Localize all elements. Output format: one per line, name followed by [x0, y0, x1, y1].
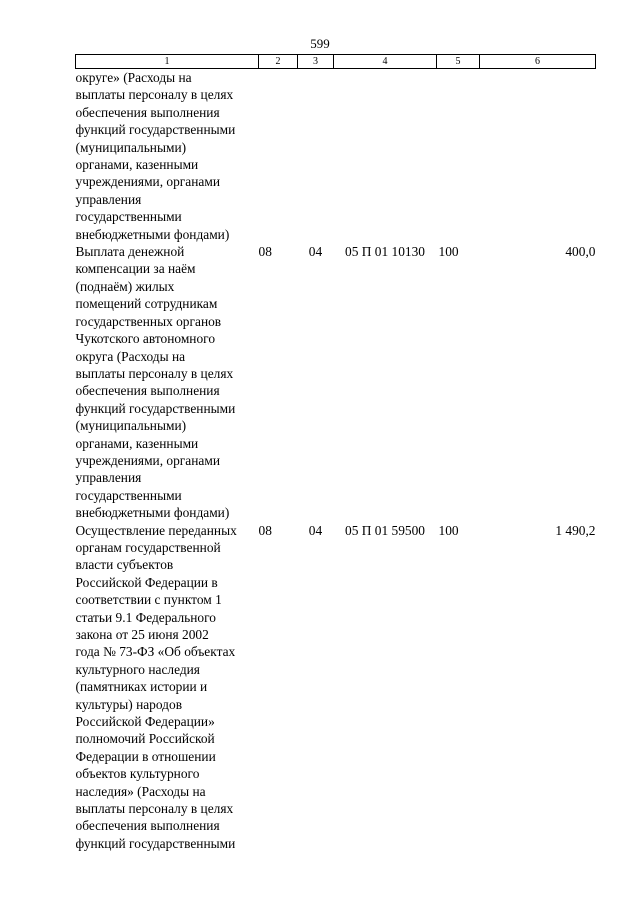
description-line: органами, казенными	[75, 435, 199, 451]
column-header-4: 4	[334, 55, 437, 69]
target-article-cell: 05 П 01 10130	[345, 244, 425, 260]
header-row	[76, 55, 596, 69]
section-code-cell: 08	[258, 522, 272, 538]
description-line: культурного наследия	[75, 661, 200, 677]
description-line: управления	[75, 470, 142, 486]
description-line: выплаты персоналу в целях	[75, 87, 234, 103]
description-line: органам государственной	[75, 539, 221, 555]
description-line: государственными	[75, 209, 182, 225]
subsection-code-cell: 04	[308, 244, 323, 260]
table-body	[76, 69, 596, 853]
description-line: наследия» (Расходы на	[75, 783, 206, 799]
subsection-code-cell: 04	[308, 522, 323, 538]
description-line: учреждениями, органами	[75, 452, 220, 468]
column-header-6: 6	[480, 55, 596, 69]
description-line: функций государственными	[75, 835, 236, 851]
description-line: учреждениями, органами	[75, 174, 220, 190]
description-line: органами, казенными	[75, 157, 199, 173]
description-line: Российской Федерации»	[75, 714, 215, 730]
description-line: округе» (Расходы на	[75, 70, 192, 85]
description-line: статьи 9.1 Федерального	[75, 609, 216, 625]
description-line: государственными	[75, 487, 182, 503]
description-line: обеспечения выполнения	[75, 383, 220, 399]
description-line: помещений сотрудникам	[75, 296, 218, 312]
column-header-3: 3	[298, 55, 334, 69]
budget-table	[75, 54, 596, 852]
expense-description-cell	[76, 243, 259, 522]
column-header-1: 1	[76, 55, 259, 69]
expense-type-cell	[437, 69, 480, 244]
expense-description-cell	[76, 522, 259, 853]
description-line: функций государственными	[75, 400, 236, 416]
amount-cell: 1 490,2	[555, 522, 596, 538]
description-line: объектов культурного	[75, 766, 200, 782]
description-line: компенсации за наём	[75, 261, 196, 277]
amount-cell: 400,0	[565, 244, 596, 260]
description-line: внебюджетными фондами)	[75, 226, 230, 242]
description-line: (памятниках истории и	[75, 679, 208, 695]
table-row	[76, 243, 596, 522]
description-line: закона от 25 июня 2002	[75, 627, 209, 642]
description-line: (поднаём) жилых	[75, 278, 175, 294]
description-line: (муниципальными)	[75, 139, 187, 155]
page-number: 599	[310, 36, 330, 51]
target-article-cell: 05 П 01 59500	[345, 522, 425, 538]
column-header-2: 2	[259, 55, 298, 69]
description-line: внебюджетными фондами)	[75, 505, 230, 521]
description-line: власти субъектов	[75, 557, 174, 573]
description-line: полномочий Российской	[75, 731, 215, 747]
amount-cell	[480, 69, 596, 244]
section-code-cell: 08	[258, 244, 272, 260]
section-code-cell	[259, 69, 298, 244]
subsection-code-cell	[298, 69, 334, 244]
expense-description-cell	[76, 69, 259, 244]
description-line: государственных органов	[75, 313, 222, 329]
expense-type-cell: 100	[438, 522, 459, 538]
description-line: обеспечения выполнения	[75, 818, 220, 834]
description-line: (муниципальными)	[75, 418, 187, 434]
table-header	[76, 55, 596, 69]
description-line: обеспечения выполнения	[75, 104, 220, 120]
description-line: Российской Федерации в	[75, 574, 218, 590]
description-line: округа (Расходы на	[75, 348, 186, 364]
expense-type-cell: 100	[438, 244, 459, 260]
description-line: Федерации в отношении	[75, 748, 216, 764]
description-line: Выплата денежной	[75, 244, 185, 260]
description-line: выплаты персоналу в целях	[75, 365, 234, 381]
description-line: культуры) народов	[75, 696, 183, 712]
description-line: выплаты персоналу в целях	[75, 801, 234, 817]
description-line: управления	[75, 191, 142, 207]
description-line: Осуществление переданных	[75, 522, 237, 538]
description-line: Чукотского автономного	[75, 331, 216, 347]
column-header-5: 5	[437, 55, 480, 69]
target-article-cell	[334, 69, 437, 244]
description-line: функций государственными	[75, 122, 236, 138]
description-line: соответствии с пунктом 1	[75, 592, 222, 608]
table-row	[76, 69, 596, 244]
table-row	[76, 522, 596, 853]
description-line: года № 73-ФЗ «Об объектах	[75, 644, 236, 660]
